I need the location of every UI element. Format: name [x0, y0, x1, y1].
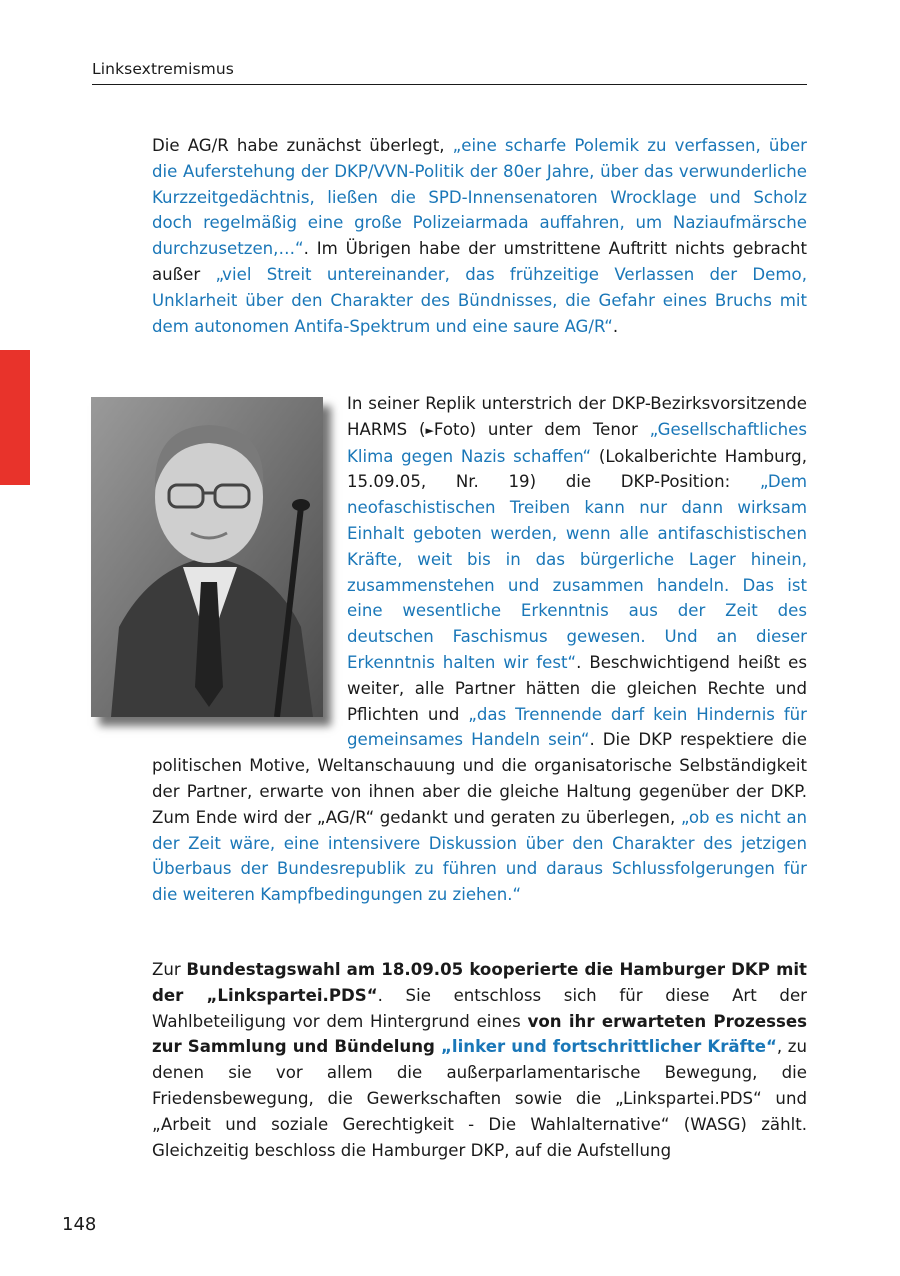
running-header: Linksextremismus [92, 60, 807, 85]
quote: „Gesellschaftliches Klima gegen Nazis schaffen“ [347, 419, 807, 466]
paragraph-3 [152, 957, 807, 1163]
text-run: . Sie entschloss sich für diese Art der Wahlbeteiligung vor dem Hintergrund eines [152, 985, 807, 1031]
text-run: , zu denen sie vor allem die außerparlamentarische Bewegung, die Friedensbewegung, die Gewerkschaften sowie die „Linkspartei.PDS“ und „Arbeit und soziale Gerechtigkeit - Die Wahlalternative“ (WASG) zählt. Gleichzeitig beschloss die Hamburger DKP, auf die Aufstellung [152, 1037, 807, 1160]
text-run: Zur [152, 960, 187, 979]
photo-container [91, 397, 335, 737]
quote: „eine scharfe Polemik zu verfassen, über die Auferstehung der DKP/VVN-Politik der 80er Jahre, über das verwunderliche Kurzzeitgedächtnis, ließen die SPD-Innensenatoren Wrocklage und Scholz doch regelmäßig eine große Polizeiarmada auffahren, um Naziaufmärsche durchzusetzen,…“ [152, 136, 807, 259]
text-run: (Lokalberichte Hamburg, 15.09.05, Nr. 19) die DKP-Position: [347, 446, 807, 492]
text-run: . Die DKP respektiere die politischen Motive, Weltanschauung und die organisatorische Selbständigkeit der Partner, erwarte von ihnen aber die gleiche Haltung gegenüber der DKP. Zum Ende wird der „AG/R“ gedankt und geraten zu überlegen, [152, 730, 807, 827]
text-run: . Beschwichtigend heißt es weiter, alle Partner hätten die gleichen Rechte und Pflichten und [347, 652, 807, 724]
text-run: . [612, 316, 619, 336]
quote: „Dem neofaschistischen Treiben kann nur dann wirksam Einhalt geboten werden, wenn alle antifaschistischen Kräfte, weit bis in das bürgerliche Lager hinein, zusammenstehen und zusammen handeln. Das ist eine wesentliche Erkenntnis aus der Zeit des deutschen Faschismus gewesen. Und an dieser Erkenntnis halten wir fest“ [347, 472, 807, 672]
portrait-photo [91, 397, 323, 717]
text-run: In seiner Replik unterstrich der DKP-Bezirksvorsitzende HARMS ( [347, 394, 807, 439]
bold-text: von ihr erwarteten Prozesses zur Sammlung und Bündelung [152, 1011, 807, 1057]
text-run: Die AG/R habe zunächst überlegt, [152, 136, 453, 155]
bold-text: Bundestagswahl am 18.09.05 kooperierte die Hamburger DKP mit der „Linkspartei.PDS“ [152, 960, 807, 1005]
reference-arrow-icon: ► [425, 423, 434, 437]
portrait-illustration [91, 397, 323, 717]
quote: „viel Streit untereinander, das frühzeitige Verlassen der Demo, Unklarheit über den Charakter des Bündnisses, die Gefahr eines Bruchs mit dem autonomen Antifa-Spektrum und eine saure AG/R“ [152, 264, 807, 336]
paragraph-1 [152, 133, 807, 339]
text-run: . Im Übrigen habe der umstrittene Auftritt nichts gebracht außer [152, 239, 807, 284]
photo-reference: Foto [433, 419, 470, 439]
paragraph-2 [152, 391, 807, 908]
red-section-tab [0, 350, 30, 485]
text-run: ) unter dem Tenor [469, 419, 650, 439]
quote: „ob es nicht an der Zeit wäre, eine intensivere Diskussion über den Charakter des jetzigen Überbaus der Bundesrepublik zu führen und daraus Schlussfolgerungen für die weiteren Kampfbedingungen zu ziehen.“ [152, 807, 807, 905]
page-number: 148 [62, 1214, 97, 1235]
bold-quote: „linker und fortschrittlicher Kräfte“ [441, 1037, 777, 1057]
quote: „das Trennende darf kein Hindernis für gemeinsames Handeln sein“ [347, 704, 808, 750]
